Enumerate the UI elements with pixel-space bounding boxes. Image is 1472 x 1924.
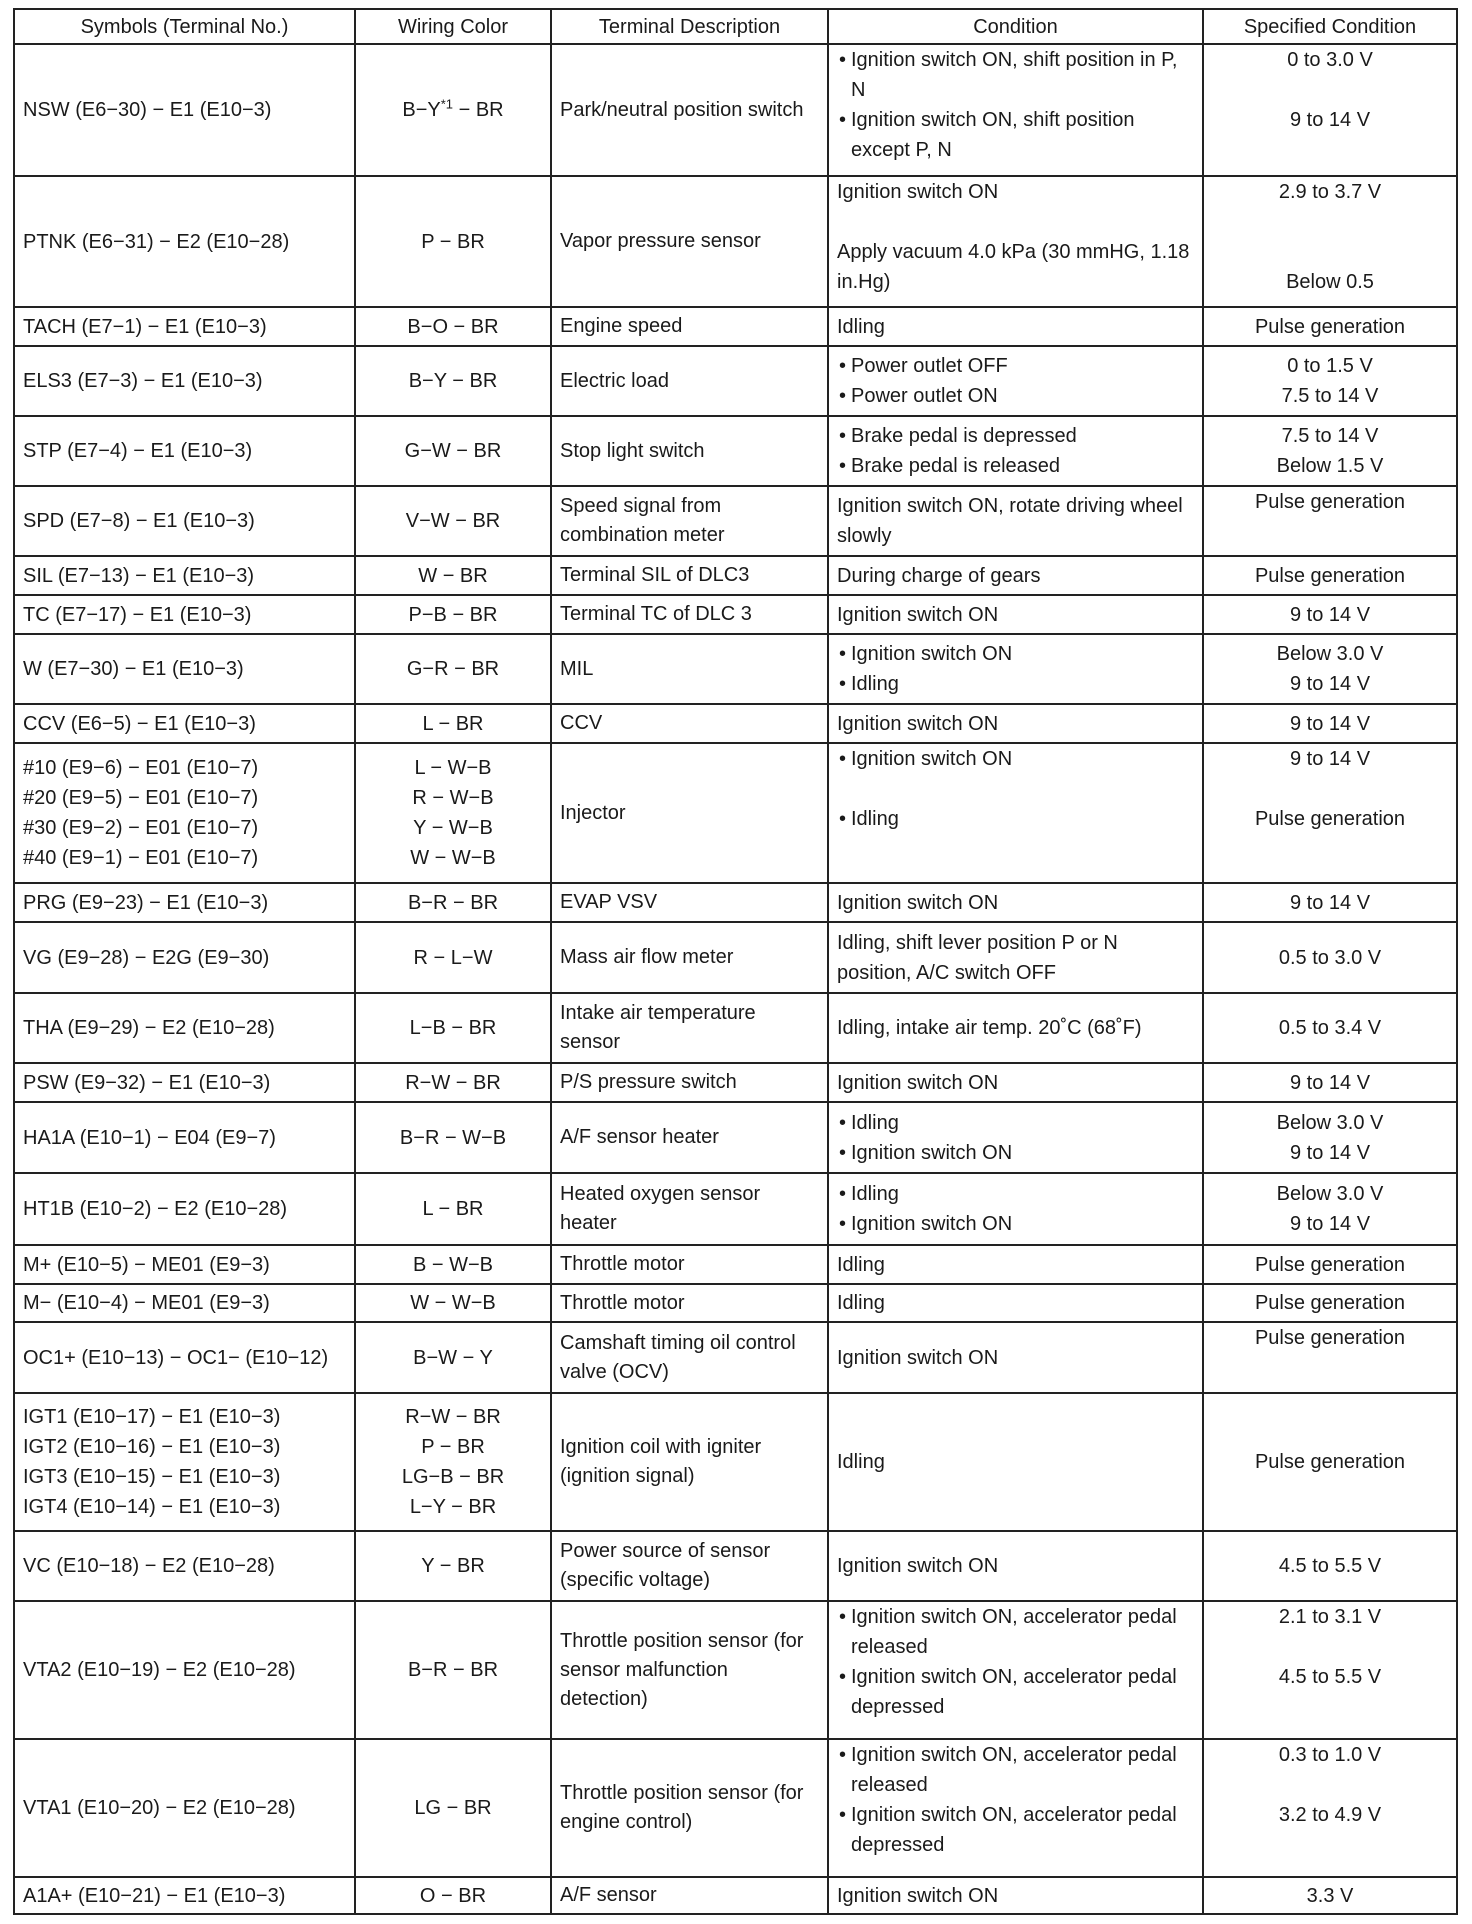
condition-cell xyxy=(828,176,1203,307)
specified-value: 3.2 to 4.9 V xyxy=(1278,1804,1382,1826)
wiring-color: B−O − BR xyxy=(407,315,499,338)
table-row xyxy=(14,1393,1457,1531)
wiring-color-cell xyxy=(355,634,551,704)
header-symbols: Symbols (Terminal No.) xyxy=(14,9,355,44)
specified-condition-cell xyxy=(1203,346,1457,416)
specified-condition-cell xyxy=(1203,1393,1457,1531)
specified-condition-cell xyxy=(1203,1739,1457,1877)
condition-item: • Ignition switch ON, accelerator pedal released xyxy=(837,1740,1194,1800)
condition-cell xyxy=(828,993,1203,1063)
terminal-description-cell: Injector xyxy=(551,743,828,883)
terminal-description-cell: Speed signal from combination meter xyxy=(551,486,828,556)
specified-value: 0.5 to 3.4 V xyxy=(1278,1017,1382,1039)
symbols-cell xyxy=(14,346,355,416)
specified-value: 3.3 V xyxy=(1306,1884,1354,1907)
wiring-color-cell xyxy=(355,922,551,993)
condition-cell xyxy=(828,1173,1203,1245)
condition-cell xyxy=(828,1322,1203,1393)
terminal-description-cell: Throttle motor xyxy=(551,1245,828,1284)
wiring-color-cell xyxy=(355,486,551,556)
condition-cell xyxy=(828,307,1203,346)
wiring-color: R−W − BR xyxy=(405,1071,501,1094)
specified-value: 0.3 to 1.0 V xyxy=(1278,1744,1382,1766)
terminal-symbol: THA (E9−29) − E2 (E10−28) xyxy=(23,1017,275,1039)
wiring-color-cell xyxy=(355,1393,551,1531)
wiring-color-cell xyxy=(355,1063,551,1102)
specified-value: Pulse generation xyxy=(1254,1451,1406,1473)
terminal-description-cell: A/F sensor heater xyxy=(551,1102,828,1173)
wiring-color-cell xyxy=(355,1173,551,1245)
condition-item: • Idling xyxy=(837,1179,1194,1209)
table-row xyxy=(14,1877,1457,1914)
specified-value: Below 3.0 V xyxy=(1276,1111,1384,1134)
symbols-cell xyxy=(14,704,355,743)
wiring-color-cell xyxy=(355,307,551,346)
wiring-color-cell xyxy=(355,1245,551,1284)
terminal-description-cell: Terminal SIL of DLC3 xyxy=(551,556,828,595)
condition-item: • Idling xyxy=(837,804,1194,834)
terminal-symbol: M+ (E10−5) − ME01 (E9−3) xyxy=(23,1253,270,1276)
terminal-description-cell: Electric load xyxy=(551,346,828,416)
condition-item: Idling, intake air temp. 20˚C (68˚F) xyxy=(837,1017,1142,1039)
terminal-description-cell: Mass air flow meter xyxy=(551,922,828,993)
symbols-cell xyxy=(14,486,355,556)
condition-item: • Ignition switch ON, shift position except P, N xyxy=(837,105,1194,165)
wiring-color: W − BR xyxy=(418,564,488,587)
wiring-color-cell xyxy=(355,1877,551,1914)
wiring-color: P − BR xyxy=(421,1436,485,1458)
specified-value: Pulse generation xyxy=(1254,1292,1406,1314)
specified-condition-cell xyxy=(1203,556,1457,595)
condition-item: Idling xyxy=(837,1253,885,1276)
wiring-color: L − BR xyxy=(422,1198,484,1220)
specified-value: 9 to 14 V xyxy=(1289,673,1371,695)
terminal-symbol: NSW (E6−30) − E1 (E10−3) xyxy=(23,99,272,121)
condition-item: Ignition switch ON xyxy=(837,603,999,626)
terminal-spec-sheet xyxy=(13,8,1458,1915)
terminal-symbol: STP (E7−4) − E1 (E10−3) xyxy=(23,440,253,462)
terminal-symbol: VG (E9−28) − E2G (E9−30) xyxy=(23,946,270,969)
table-row xyxy=(14,1063,1457,1102)
wiring-color-cell xyxy=(355,556,551,595)
terminal-symbol: ELS3 (E7−3) − E1 (E10−3) xyxy=(23,370,263,392)
wiring-color: O − BR xyxy=(419,1884,487,1907)
condition-cell xyxy=(828,44,1203,176)
symbols-cell xyxy=(14,743,355,883)
terminal-symbol: OC1+ (E10−13) − OC1− (E10−12) xyxy=(23,1346,329,1369)
condition-item: Ignition switch ON xyxy=(837,1884,999,1907)
header-specified-condition: Specified Condition xyxy=(1203,9,1457,44)
specified-condition-cell xyxy=(1203,883,1457,922)
specified-value: Pulse generation xyxy=(1254,1253,1406,1276)
condition-cell xyxy=(828,634,1203,704)
condition-cell xyxy=(828,595,1203,634)
symbols-cell xyxy=(14,1877,355,1914)
wiring-color-cell xyxy=(355,44,551,176)
condition-item: Ignition switch ON, rotate driving wheel slowly xyxy=(837,495,1183,547)
table-row xyxy=(14,883,1457,922)
specified-condition-cell xyxy=(1203,1322,1457,1393)
terminal-symbol: A1A+ (E10−21) − E1 (E10−3) xyxy=(23,1884,286,1907)
specified-condition-cell xyxy=(1203,743,1457,883)
terminal-symbol: TACH (E7−1) − E1 (E10−3) xyxy=(23,315,267,338)
condition-cell xyxy=(828,704,1203,743)
specified-value: 9 to 14 V xyxy=(1289,603,1371,626)
specified-value: Below 1.5 V xyxy=(1276,455,1384,477)
specified-value: Below 0.5 xyxy=(1286,271,1374,293)
condition-item: Ignition switch ON xyxy=(837,712,999,735)
header-condition: Condition xyxy=(828,9,1203,44)
table-row xyxy=(14,743,1457,883)
wiring-color: B−R − BR xyxy=(407,1659,499,1681)
specified-condition-cell xyxy=(1203,704,1457,743)
terminal-symbol: CCV (E6−5) − E1 (E10−3) xyxy=(23,712,256,735)
specified-condition-cell xyxy=(1203,486,1457,556)
specified-value: 7.5 to 14 V xyxy=(1281,385,1379,407)
terminal-symbol: #40 (E9−1) − E01 (E10−7) xyxy=(23,847,259,869)
terminal-description-cell: Camshaft timing oil control valve (OCV) xyxy=(551,1322,828,1393)
table-row xyxy=(14,922,1457,993)
table-row xyxy=(14,176,1457,307)
terminal-description-cell: Stop light switch xyxy=(551,416,828,486)
specified-condition-cell xyxy=(1203,176,1457,307)
terminal-symbol: VTA2 (E10−19) − E2 (E10−28) xyxy=(23,1659,296,1681)
condition-cell xyxy=(828,743,1203,883)
table-row xyxy=(14,44,1457,176)
terminal-symbol: PTNK (E6−31) − E2 (E10−28) xyxy=(23,230,290,253)
symbols-cell xyxy=(14,595,355,634)
terminal-description-cell: Intake air temperature sensor xyxy=(551,993,828,1063)
wiring-color-cell xyxy=(355,1739,551,1877)
condition-item: • Ignition switch ON xyxy=(837,744,1194,774)
specified-condition-cell xyxy=(1203,307,1457,346)
wiring-color: P − BR xyxy=(421,230,485,253)
terminal-symbol: TC (E7−17) − E1 (E10−3) xyxy=(23,603,252,626)
wiring-color-cell xyxy=(355,1284,551,1322)
terminal-description-cell: Throttle motor xyxy=(551,1284,828,1322)
table-row xyxy=(14,1531,1457,1601)
wiring-color-cell xyxy=(355,1601,551,1739)
specified-value: Pulse generation xyxy=(1254,808,1406,830)
table-row xyxy=(14,634,1457,704)
symbols-cell xyxy=(14,922,355,993)
wiring-color: B−Y − BR xyxy=(408,370,498,392)
specified-condition-cell xyxy=(1203,634,1457,704)
condition-item: • Idling xyxy=(837,1108,1194,1138)
condition-cell xyxy=(828,486,1203,556)
table-row xyxy=(14,1284,1457,1322)
wiring-color: L−B − BR xyxy=(409,1017,497,1039)
condition-item: Ignition switch ON xyxy=(837,1071,999,1094)
terminal-symbol: IGT2 (E10−16) − E1 (E10−3) xyxy=(23,1436,281,1458)
specified-condition-cell xyxy=(1203,1601,1457,1739)
table-row xyxy=(14,1322,1457,1393)
wiring-color: L−Y − BR xyxy=(409,1496,497,1518)
terminal-symbol: SPD (E7−8) − E1 (E10−3) xyxy=(23,510,255,532)
condition-cell xyxy=(828,556,1203,595)
wiring-color-cell xyxy=(355,993,551,1063)
wiring-color: B−W − Y xyxy=(413,1346,493,1369)
condition-item: • Brake pedal is released xyxy=(837,451,1194,481)
wiring-color: R − W−B xyxy=(412,787,494,809)
condition-item: Ignition switch ON xyxy=(837,1555,999,1577)
wiring-color: Y − BR xyxy=(421,1555,485,1577)
specified-condition-cell xyxy=(1203,1173,1457,1245)
specified-condition-cell xyxy=(1203,1245,1457,1284)
specified-value: 7.5 to 14 V xyxy=(1281,425,1379,447)
wiring-color: $B-Y^{*1}$ − BR xyxy=(402,96,504,121)
wiring-color: W − W−B xyxy=(410,847,496,869)
symbols-cell xyxy=(14,1393,355,1531)
spacer xyxy=(1212,1632,1448,1662)
symbols-cell xyxy=(14,1245,355,1284)
symbols-cell xyxy=(14,44,355,176)
specified-value: Pulse generation xyxy=(1254,564,1406,587)
condition-item: Apply vacuum 4.0 kPa (30 mmHG, 1.18 in.Hg) xyxy=(837,241,1190,293)
condition-cell xyxy=(828,1877,1203,1914)
terminal-description-cell: Heated oxygen sensor heater xyxy=(551,1173,828,1245)
wiring-color: R−W − BR xyxy=(405,1406,501,1428)
terminal-description-cell: Throttle position sensor (for engine control) xyxy=(551,1739,828,1877)
condition-item: • Ignition switch ON, shift position in P, N xyxy=(837,45,1194,105)
specified-value: 9 to 14 V xyxy=(1289,1071,1371,1094)
specified-value: 9 to 14 V xyxy=(1289,712,1371,735)
spacer xyxy=(1212,1770,1448,1800)
specified-value: 0 to 1.5 V xyxy=(1287,355,1373,377)
table-row xyxy=(14,1739,1457,1877)
wiring-color: W − W−B xyxy=(410,1292,496,1314)
symbols-cell xyxy=(14,1284,355,1322)
specified-value: Pulse generation xyxy=(1254,315,1406,338)
table-row xyxy=(14,595,1457,634)
symbols-cell xyxy=(14,1601,355,1739)
terminal-description-cell: Ignition coil with igniter (ignition signal) xyxy=(551,1393,828,1531)
specified-condition-cell xyxy=(1203,416,1457,486)
header-wiring-color: Wiring Color xyxy=(355,9,551,44)
condition-cell xyxy=(828,922,1203,993)
table-row xyxy=(14,1173,1457,1245)
condition-item: Idling xyxy=(837,315,885,338)
header-row xyxy=(14,9,1457,44)
specified-condition-cell xyxy=(1203,993,1457,1063)
condition-item: • Ignition switch ON, accelerator pedal depressed xyxy=(837,1662,1194,1722)
terminal-symbol: VC (E10−18) − E2 (E10−28) xyxy=(23,1555,275,1577)
condition-item: • Power outlet OFF xyxy=(837,351,1194,381)
terminal-description-cell: P/S pressure switch xyxy=(551,1063,828,1102)
wiring-color-cell xyxy=(355,1322,551,1393)
wiring-color: B−R − W−B xyxy=(399,1126,507,1149)
condition-cell xyxy=(828,1245,1203,1284)
specified-condition-cell xyxy=(1203,1063,1457,1102)
specified-value: Pulse generation xyxy=(1254,491,1406,513)
specified-condition-cell xyxy=(1203,1102,1457,1173)
terminal-symbol: M− (E10−4) − ME01 (E9−3) xyxy=(23,1292,270,1314)
condition-item: • Ignition switch ON xyxy=(837,639,1194,669)
specified-condition-cell xyxy=(1203,922,1457,993)
symbols-cell xyxy=(14,416,355,486)
wiring-color: P−B − BR xyxy=(408,603,498,626)
terminal-symbol: IGT4 (E10−14) − E1 (E10−3) xyxy=(23,1496,281,1518)
condition-item: Ignition switch ON xyxy=(837,891,999,914)
terminal-symbol: VTA1 (E10−20) − E2 (E10−28) xyxy=(23,1797,296,1819)
condition-item: During charge of gears xyxy=(837,564,1041,587)
specified-value: 0.5 to 3.0 V xyxy=(1278,946,1382,969)
condition-item: • Brake pedal is depressed xyxy=(837,421,1194,451)
condition-item: • Idling xyxy=(837,669,1194,699)
symbols-cell xyxy=(14,1322,355,1393)
wiring-color-cell xyxy=(355,595,551,634)
terminal-symbol: IGT1 (E10−17) − E1 (E10−3) xyxy=(23,1406,281,1428)
symbols-cell xyxy=(14,1739,355,1877)
wiring-color: L − BR xyxy=(422,712,484,735)
symbols-cell xyxy=(14,556,355,595)
condition-cell xyxy=(828,1063,1203,1102)
specified-condition-cell xyxy=(1203,1531,1457,1601)
wiring-color-cell xyxy=(355,1531,551,1601)
condition-item: • Ignition switch ON, accelerator pedal released xyxy=(837,1602,1194,1662)
table-row xyxy=(14,1601,1457,1739)
spacer xyxy=(837,207,1194,237)
condition-item: • Ignition switch ON xyxy=(837,1138,1194,1168)
wiring-color: V−W − BR xyxy=(405,510,501,532)
specified-value: 9 to 14 V xyxy=(1289,109,1371,131)
terminal-symbol: #30 (E9−2) − E01 (E10−7) xyxy=(23,817,259,839)
specified-condition-cell xyxy=(1203,44,1457,176)
wiring-color: R − L−W xyxy=(413,946,493,969)
terminal-description-cell: Throttle position sensor (for sensor malfunction detection) xyxy=(551,1601,828,1739)
table-row xyxy=(14,1245,1457,1284)
condition-item: Idling, shift lever position P or N position, A/C switch OFF xyxy=(837,931,1118,984)
table-row xyxy=(14,346,1457,416)
specified-value: Below 3.0 V xyxy=(1276,1183,1384,1205)
wiring-color: Y − W−B xyxy=(413,817,493,839)
symbols-cell xyxy=(14,993,355,1063)
condition-cell xyxy=(828,1102,1203,1173)
terminal-description-cell: CCV xyxy=(551,704,828,743)
specified-value: Pulse generation xyxy=(1254,1327,1406,1349)
terminal-description-cell: Power source of sensor (specific voltage) xyxy=(551,1531,828,1601)
wiring-color: LG − BR xyxy=(414,1797,492,1819)
symbols-cell xyxy=(14,634,355,704)
wiring-color-cell xyxy=(355,743,551,883)
terminal-description-cell: Terminal TC of DLC 3 xyxy=(551,595,828,634)
condition-cell xyxy=(828,1393,1203,1531)
condition-item: Ignition switch ON xyxy=(837,1346,999,1369)
specified-value: 4.5 to 5.5 V xyxy=(1278,1666,1382,1688)
terminal-description-cell: EVAP VSV xyxy=(551,883,828,922)
wiring-color: B − W−B xyxy=(412,1253,494,1276)
specified-value: 9 to 14 V xyxy=(1289,1141,1371,1164)
condition-item: Idling xyxy=(837,1292,885,1314)
terminal-description-cell: MIL xyxy=(551,634,828,704)
specified-value: 4.5 to 5.5 V xyxy=(1278,1555,1382,1577)
symbols-cell xyxy=(14,1173,355,1245)
spacer xyxy=(1212,774,1448,804)
table-row xyxy=(14,704,1457,743)
condition-item: • Power outlet ON xyxy=(837,381,1194,411)
table-row xyxy=(14,993,1457,1063)
specified-value: 2.1 to 3.1 V xyxy=(1278,1606,1382,1628)
wiring-color-cell xyxy=(355,1102,551,1173)
wiring-color-cell xyxy=(355,416,551,486)
condition-cell xyxy=(828,883,1203,922)
condition-cell xyxy=(828,1284,1203,1322)
table-row xyxy=(14,416,1457,486)
wiring-color-cell xyxy=(355,346,551,416)
header-terminal-description: Terminal Description xyxy=(551,9,828,44)
terminal-symbol: PSW (E9−32) − E1 (E10−3) xyxy=(23,1071,271,1094)
condition-cell xyxy=(828,1531,1203,1601)
table-row xyxy=(14,486,1457,556)
terminal-symbol: W (E7−30) − E1 (E10−3) xyxy=(23,658,244,680)
spacer xyxy=(1212,237,1448,267)
condition-cell xyxy=(828,416,1203,486)
condition-cell xyxy=(828,1739,1203,1877)
specified-condition-cell xyxy=(1203,1284,1457,1322)
wiring-color: G−W − BR xyxy=(404,440,502,462)
specified-value: 9 to 14 V xyxy=(1289,748,1371,770)
table-row xyxy=(14,1102,1457,1173)
specified-value: 9 to 14 V xyxy=(1289,891,1371,914)
wiring-color: B−R − BR xyxy=(407,891,499,914)
symbols-cell xyxy=(14,883,355,922)
terminal-symbol: PRG (E9−23) − E1 (E10−3) xyxy=(23,891,269,914)
symbols-cell xyxy=(14,1102,355,1173)
specified-condition-cell xyxy=(1203,595,1457,634)
symbols-cell xyxy=(14,1531,355,1601)
terminal-description-cell: Vapor pressure sensor xyxy=(551,176,828,307)
spacer xyxy=(837,774,1194,804)
terminal-symbol: SIL (E7−13) − E1 (E10−3) xyxy=(23,564,255,587)
specified-value: 2.9 to 3.7 V xyxy=(1278,181,1382,203)
condition-item: Ignition switch ON xyxy=(837,181,999,203)
condition-cell xyxy=(828,346,1203,416)
condition-item: • Ignition switch ON, accelerator pedal depressed xyxy=(837,1800,1194,1860)
spacer xyxy=(1212,75,1448,105)
wiring-color: LG−B − BR xyxy=(401,1466,505,1488)
terminal-symbol: HA1A (E10−1) − E04 (E9−7) xyxy=(23,1126,276,1149)
specified-value: 9 to 14 V xyxy=(1289,1213,1371,1235)
wiring-color: G−R − BR xyxy=(406,658,500,680)
table-body xyxy=(14,44,1457,1914)
wiring-color: L − W−B xyxy=(414,757,492,779)
symbols-cell xyxy=(14,307,355,346)
symbols-cell xyxy=(14,176,355,307)
terminal-symbol: #10 (E9−6) − E01 (E10−7) xyxy=(23,757,259,779)
table-row xyxy=(14,556,1457,595)
wiring-color-cell xyxy=(355,883,551,922)
specified-condition-cell xyxy=(1203,1877,1457,1914)
table-row xyxy=(14,307,1457,346)
wiring-color-cell xyxy=(355,176,551,307)
terminal-description-cell: A/F sensor xyxy=(551,1877,828,1914)
symbols-cell xyxy=(14,1063,355,1102)
condition-cell xyxy=(828,1601,1203,1739)
terminal-symbol: HT1B (E10−2) − E2 (E10−28) xyxy=(23,1198,288,1220)
wiring-color-cell xyxy=(355,704,551,743)
terminal-symbol: #20 (E9−5) − E01 (E10−7) xyxy=(23,787,259,809)
condition-item: Idling xyxy=(837,1451,885,1473)
spacer xyxy=(1212,207,1448,237)
terminal-description-cell: Park/neutral position switch xyxy=(551,44,828,176)
specified-value: 0 to 3.0 V xyxy=(1287,49,1373,71)
terminal-symbol: IGT3 (E10−15) − E1 (E10−3) xyxy=(23,1466,281,1488)
specified-value: Below 3.0 V xyxy=(1276,643,1384,665)
condition-item: • Ignition switch ON xyxy=(837,1209,1194,1239)
ecm-terminal-table xyxy=(13,8,1458,1915)
terminal-description-cell: Engine speed xyxy=(551,307,828,346)
